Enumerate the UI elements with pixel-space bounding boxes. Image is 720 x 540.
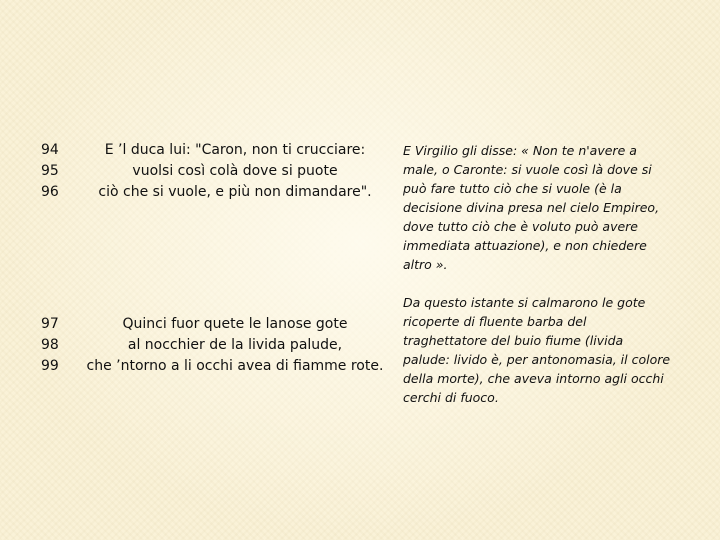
line-number: 97 [41,316,59,332]
verse-line: che ’ntorno a li occhi avea di fiamme rote. [86,358,384,374]
paraphrase-line: decisione divina presa nel cielo Empireo, [403,200,660,215]
line-number: 98 [41,337,59,353]
paraphrase-line: male, o Caronte: si vuole così là dove si [403,162,652,177]
paraphrase-line: traghettatore del buio fiume (livida [403,333,624,348]
paraphrase-line: ricoperte di fluente barba del [403,314,587,329]
paraphrase-line: della morte), che aveva intorno agli occhi [403,371,664,386]
verse-line: al nocchier de la livida palude, [127,337,343,353]
line-number: 96 [41,184,59,200]
paraphrase-line: E Virgilio gli disse: « Non te n'avere a [403,143,637,158]
line-numbers [41,140,59,203]
paraphrase-line: cerchi di fuoco. [403,390,499,405]
paraphrase-line: altro ». [403,257,448,272]
line-numbers [41,314,59,377]
verse-line: ciò che si vuole, e più non dimandare". [98,184,372,200]
verse-line: E ’l duca lui: "Caron, non ti crucciare: [104,142,366,158]
verse-line: vuolsi così colà dove si puote [132,163,338,179]
paraphrase-line: Da questo istante si calmarono le gote [403,295,646,310]
paraphrase-line: dove tutto ciò che è voluto può avere [403,219,638,234]
paraphrase-block [403,141,703,274]
line-number: 99 [41,358,59,374]
line-number: 95 [41,163,59,179]
paraphrase-line: immediata attuazione), e non chiedere [403,238,647,253]
verse-block [70,314,400,377]
paraphrase-line: palude: livido è, per antonomasia, il colore [403,352,671,367]
paraphrase-line: può fare tutto ciò che si vuole (è la [403,181,622,196]
paraphrase-block [403,293,703,407]
line-number: 94 [41,142,59,158]
verse-line: Quinci fuor quete le lanose gote [122,316,348,332]
verse-block [80,140,390,203]
